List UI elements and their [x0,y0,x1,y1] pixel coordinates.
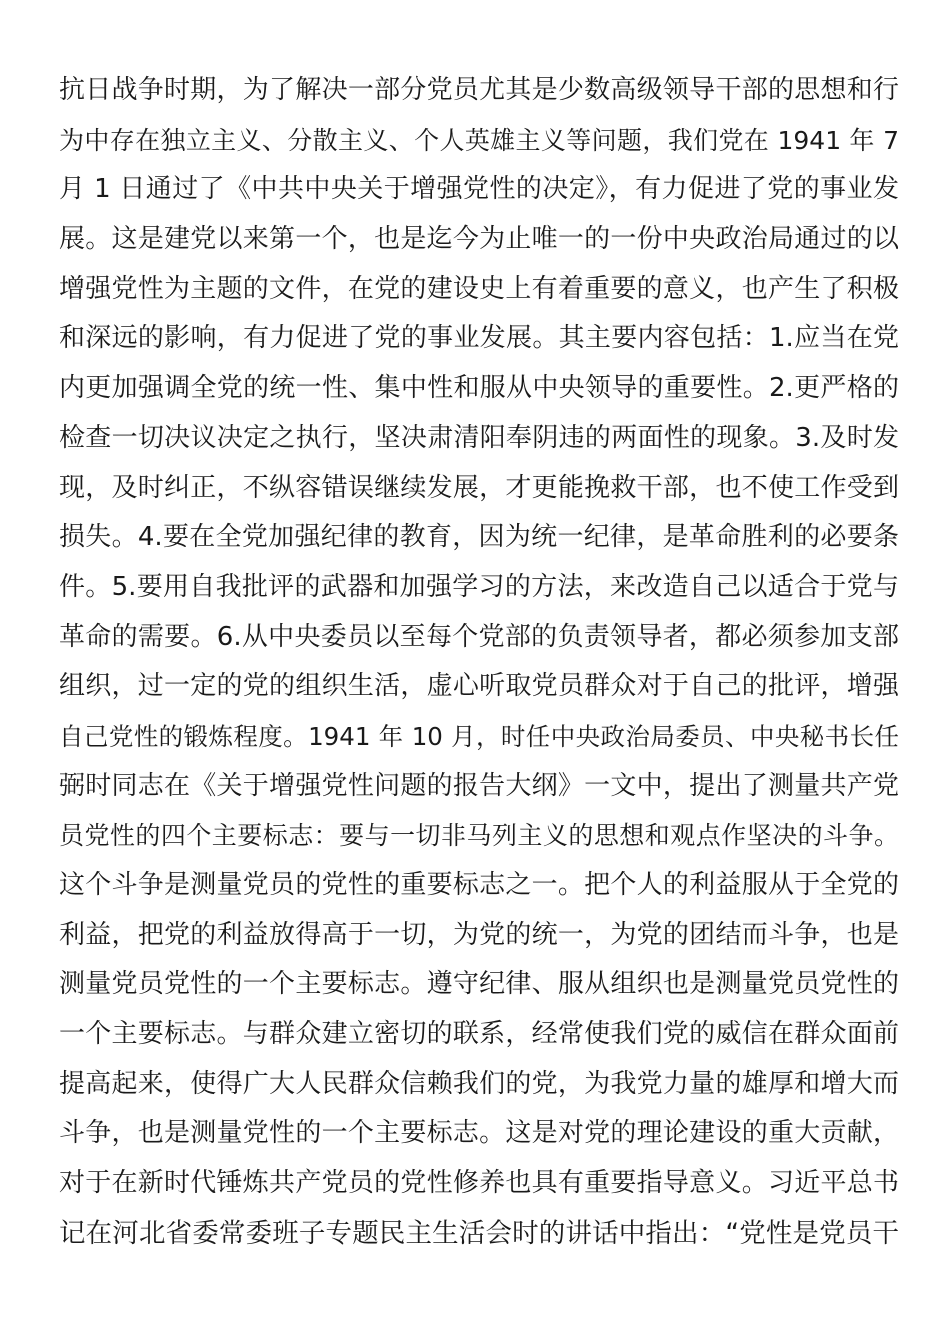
text-line: 抗日战争时期，为了解决一部分党员尤其是少数高级领导干部的思想和行 [59,75,899,105]
text-line: 为中存在独立主义、分散主义、个人英雄主义等问题，我们党在 1941 年 7 [59,125,899,155]
text-line: 组织，过一定的党的组织生活，虚心听取党员群众对于自己的批评，增强 [59,671,899,702]
text-line: 对于在新时代锤炼共产党员的党性修养也具有重要指导意义。习近平总书 [59,1168,899,1199]
text-line: 这个斗争是测量党员的党性的重要标志之一。把个人的利益服从于全党的 [59,870,899,900]
text-line: 提高起来，使得广大人民群众信赖我们的党，为我党力量的雄厚和增大而 [59,1068,899,1099]
text-line: 自己党性的锻炼程度。1941 年 10 月，时任中央政治局委员、中央秘书长任 [59,721,899,751]
text-line: 件。5.要用自我批评的武器和加强学习的方法，来改造自己以适合于党与 [59,571,899,602]
body-paragraph [59,66,899,1259]
text-line: 和深远的影响，有力促进了党的事业发展。其主要内容包括：1.应当在党 [59,323,899,354]
text-line: 斗争，也是测量党性的一个主要标志。这是对党的理论建设的重大贡献， [59,1118,899,1149]
text-line: 现，及时纠正，不纵容错误继续发展，才更能挽救干部，也不使工作受到 [59,472,899,503]
text-line: 员党性的四个主要标志：要与一切非马列主义的思想和观点作坚决的斗争。 [59,821,899,851]
text-line: 检查一切决议决定之执行，坚决肃清阳奉阴违的两面性的现象。3.及时发 [59,422,899,453]
text-line: 弼时同志在《关于增强党性问题的报告大纲》一文中，提出了测量共产党 [59,770,899,801]
text-line: 利益，把党的利益放得高于一切，为党的统一，为党的团结而斗争，也是 [59,919,899,950]
text-line: 增强党性为主题的文件，在党的建设史上有着重要的意义，也产生了积极 [59,273,899,304]
text-line: 内更加强调全党的统一性、集中性和服从中央领导的重要性。2.更严格的 [59,373,899,404]
text-line: 测量党员党性的一个主要标志。遵守纪律、服从组织也是测量党员党性的 [59,969,899,1000]
text-line: 革命的需要。6.从中央委员以至每个党部的负责领导者，都必须参加支部 [59,621,899,652]
text-line: 一个主要标志。与群众建立密切的联系，经常使我们党的威信在群众面前 [59,1019,899,1050]
text-line: 展。这是建党以来第一个，也是迄今为止唯一的一份中央政治局通过的以 [59,224,899,255]
text-line: 损失。4.要在全党加强纪律的教育，因为统一纪律，是革命胜利的必要条 [59,522,899,553]
text-line: 记在河北省委常委班子专题民主生活会时的讲话中指出：“党性是党员干 [59,1217,899,1249]
text-line: 月 1 日通过了《中共中央关于增强党性的决定》，有力促进了党的事业发 [59,174,899,205]
